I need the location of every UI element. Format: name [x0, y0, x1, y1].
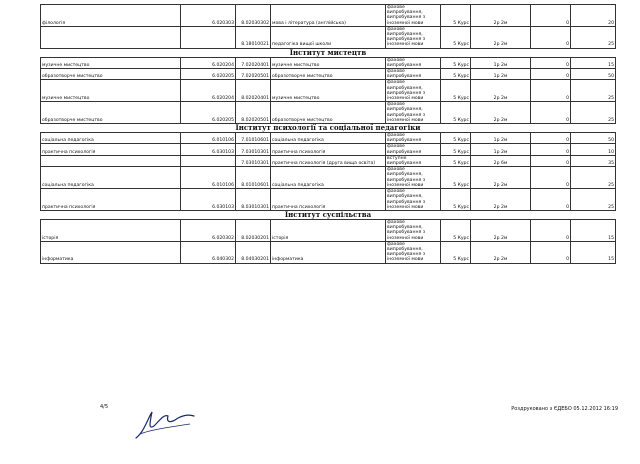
cell-name [41, 26, 181, 48]
cell-qual: фахове випробування, випробування з іноземної мови [386, 80, 441, 102]
section-title: Інститут психології та соціальної педагогіки [235, 123, 421, 133]
cell-a: 0 [531, 80, 571, 102]
cell-code: 6.010106 [181, 167, 236, 189]
cell-spec-name: педагогіка вищої школи [271, 26, 386, 48]
cell-a: 0 [531, 241, 571, 263]
cell-term: 1р 2м [471, 57, 531, 68]
printed-footer: Роздруковано з ЄДЕБО 05.12.2012 16:19 [511, 406, 618, 412]
cell-name: філологія [41, 5, 181, 27]
cell-name: практична психологія [41, 189, 181, 211]
cell-name: соціальна педагогіка [41, 167, 181, 189]
cell-qual: фахове випробування, випробування з іноземної мови [386, 189, 441, 211]
table-row [41, 133, 616, 144]
cell-course: 5 Курс [441, 57, 471, 68]
cell-spec-name: історія [271, 219, 386, 241]
cell-a: 0 [531, 189, 571, 211]
cell-spec-name: практична психологія (друга вища освіта) [271, 155, 386, 166]
cell-code: 6.020303 [181, 5, 236, 27]
section-heading-row [41, 48, 616, 57]
cell-qual: вступне випробування [386, 155, 441, 166]
cell-spec: 8.01010601 [236, 167, 271, 189]
table-row [41, 144, 616, 155]
cell-spec-name: музичне мистецтво [271, 57, 386, 68]
cell-b: 25 [571, 189, 616, 211]
cell-b: 15 [571, 219, 616, 241]
cell-spec-name: соціальна педагогіка [271, 167, 386, 189]
cell-name: образотворче мистецтво [41, 102, 181, 124]
cell-b: 25 [571, 102, 616, 124]
cell-spec-name: соціальна педагогіка [271, 133, 386, 144]
cell-a: 0 [531, 167, 571, 189]
cell-term: 2р 2м [471, 167, 531, 189]
cell-name: музичне мистецтво [41, 80, 181, 102]
cell-course: 5 Курс [441, 167, 471, 189]
cell-a: 0 [531, 5, 571, 27]
table-row [41, 102, 616, 124]
cell-term: 1р 2м [471, 69, 531, 80]
cell-name: образотворче мистецтво [41, 69, 181, 80]
section-heading-row [41, 124, 616, 133]
cell-course: 5 Курс [441, 219, 471, 241]
cell-name: соціальна педагогіка [41, 133, 181, 144]
cell-term: 2р 2м [471, 5, 531, 27]
table-row [41, 219, 616, 241]
cell-term: 2р 6м [471, 155, 531, 166]
cell-course: 5 Курс [441, 144, 471, 155]
cell-b: 10 [571, 144, 616, 155]
cell-spec: 8.03010301 [236, 189, 271, 211]
cell-course: 5 Курс [441, 241, 471, 263]
table-row [41, 69, 616, 80]
cell-code: 6.040302 [181, 241, 236, 263]
cell-a: 0 [531, 155, 571, 166]
cell-name [41, 155, 181, 166]
cell-a: 0 [531, 26, 571, 48]
cell-code: 6.010106 [181, 133, 236, 144]
cell-qual: фахове випробування, випробування з іноземної мови [386, 26, 441, 48]
cell-spec: 7.01010601 [236, 133, 271, 144]
cell-qual: фахове випробування [386, 57, 441, 68]
table-row [41, 57, 616, 68]
table-row [41, 26, 616, 48]
cell-spec: 7.02020401 [236, 57, 271, 68]
table-row [41, 80, 616, 102]
section-heading-row [41, 210, 616, 219]
cell-b: 15 [571, 57, 616, 68]
cell-term: 1р 2м [471, 133, 531, 144]
cell-b: 20 [571, 5, 616, 27]
cell-name: музичне мистецтво [41, 57, 181, 68]
cell-spec: 8.02020401 [236, 80, 271, 102]
cell-term: 2р 2м [471, 26, 531, 48]
cell-code: 6.020204 [181, 57, 236, 68]
cell-b: 25 [571, 80, 616, 102]
cell-spec-name: мова і література (англійська) [271, 5, 386, 27]
cell-code: 6.030103 [181, 189, 236, 211]
cell-a: 0 [531, 102, 571, 124]
cell-spec-name: інформатика [271, 241, 386, 263]
cell-code: 6.030103 [181, 144, 236, 155]
cell-a: 0 [531, 69, 571, 80]
cell-a: 0 [531, 219, 571, 241]
section-title: Інститут суспільства [284, 210, 372, 220]
cell-code: 6.020302 [181, 219, 236, 241]
cell-qual: фахове випробування [386, 133, 441, 144]
cell-term: 2р 2м [471, 80, 531, 102]
cell-qual: фахове випробування, випробування з іноземної мови [386, 241, 441, 263]
cell-spec-name: практична психологія [271, 189, 386, 211]
cell-qual: фахове випробування, випробування з іноземної мови [386, 102, 441, 124]
cell-course: 5 Курс [441, 102, 471, 124]
table-row [41, 167, 616, 189]
table-row [41, 241, 616, 263]
cell-qual: фахове випробування, випробування з іноземної мови [386, 219, 441, 241]
cell-term: 1р 2м [471, 144, 531, 155]
cell-spec: 7.02020501 [236, 69, 271, 80]
section-title: Інститут мистецтв [289, 48, 367, 58]
cell-code [181, 26, 236, 48]
cell-a: 0 [531, 144, 571, 155]
cell-course: 5 Курс [441, 133, 471, 144]
page-number: 4/5 [100, 404, 109, 410]
cell-spec: 8.02030201 [236, 219, 271, 241]
table-row [41, 5, 616, 27]
cell-name: практична психологія [41, 144, 181, 155]
cell-qual: фахове випробування, випробування з іноземної мови [386, 5, 441, 27]
cell-qual: фахове випробування [386, 144, 441, 155]
cell-b: 25 [571, 26, 616, 48]
cell-a: 0 [531, 133, 571, 144]
cell-spec: 8.02030302 [236, 5, 271, 27]
cell-term: 2р 2м [471, 189, 531, 211]
cell-qual: фахове випробування [386, 69, 441, 80]
cell-code: 6.020205 [181, 102, 236, 124]
cell-spec-name: практична психологія [271, 144, 386, 155]
table-body [41, 5, 616, 264]
admissions-table-sheet [40, 4, 615, 264]
cell-code: 6.020204 [181, 80, 236, 102]
cell-spec: 8.02020501 [236, 102, 271, 124]
cell-a: 0 [531, 57, 571, 68]
cell-course: 5 Курс [441, 155, 471, 166]
cell-spec: 8.04030201 [236, 241, 271, 263]
cell-qual: фахове випробування, випробування з іноземної мови [386, 167, 441, 189]
table-row [41, 189, 616, 211]
cell-spec: 7.03010301 [236, 144, 271, 155]
cell-term: 2р 2м [471, 241, 531, 263]
cell-b: 15 [571, 241, 616, 263]
admissions-table [40, 4, 616, 264]
cell-b: 50 [571, 69, 616, 80]
cell-b: 50 [571, 133, 616, 144]
cell-code: 6.020205 [181, 69, 236, 80]
cell-course: 5 Курс [441, 5, 471, 27]
cell-spec: 7.03010301 [236, 155, 271, 166]
table-row [41, 155, 616, 166]
cell-course: 5 Курс [441, 80, 471, 102]
cell-spec: 8.18010021 [236, 26, 271, 48]
cell-b: 35 [571, 155, 616, 166]
signature [130, 404, 200, 444]
cell-b: 25 [571, 167, 616, 189]
cell-course: 5 Курс [441, 26, 471, 48]
cell-course: 5 Курс [441, 69, 471, 80]
cell-spec-name: образотворче мистецтво [271, 69, 386, 80]
cell-term: 2р 2м [471, 102, 531, 124]
cell-course: 5 Курс [441, 189, 471, 211]
cell-term: 2р 2м [471, 219, 531, 241]
cell-name: історія [41, 219, 181, 241]
cell-spec-name: музичне мистецтво [271, 80, 386, 102]
cell-spec-name: образотворче мистецтво [271, 102, 386, 124]
cell-code [181, 155, 236, 166]
cell-name: інформатика [41, 241, 181, 263]
